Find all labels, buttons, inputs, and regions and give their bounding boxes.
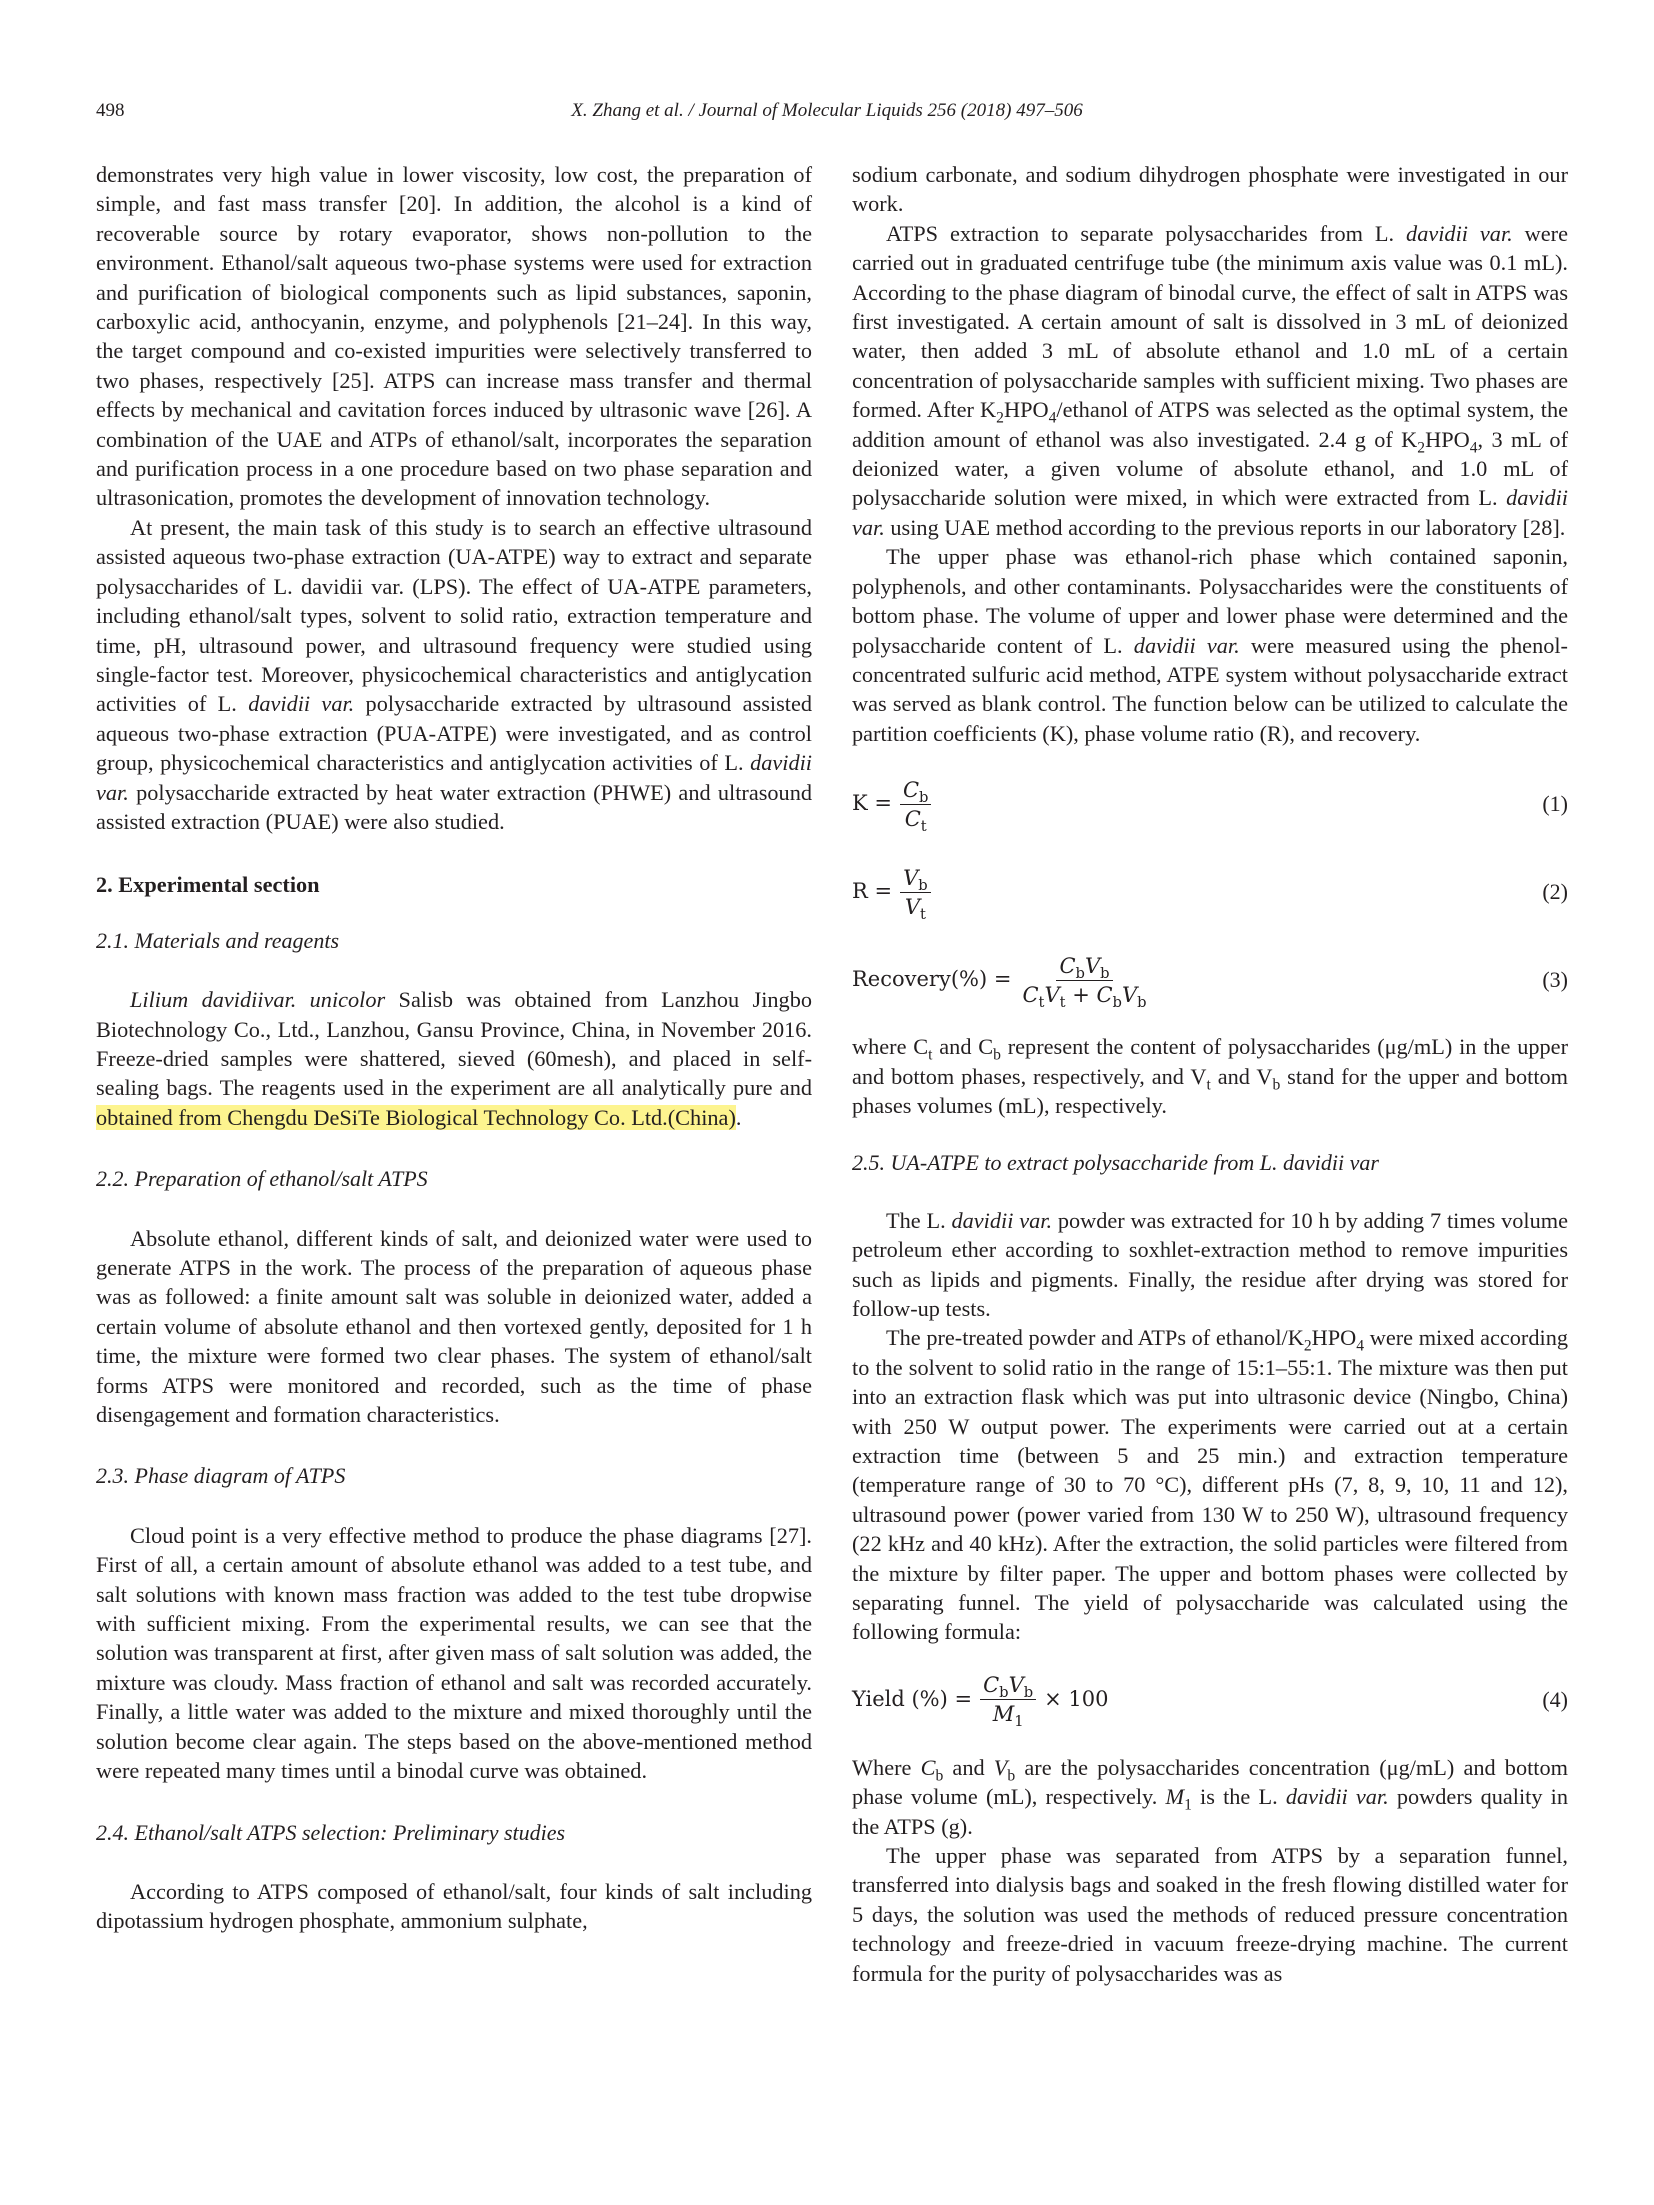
right-column (852, 160, 1568, 1988)
paragraph: Cloud point is a very effective method to produce the phase diagrams [27]. First of all, a certain amount of absolute ethanol was added to a test tube, and salt solutions with known mass fraction was added to the test tube dropwise with sufficient mixing. From the experimental results, we can see that the solution was transparent at first, after given mass of salt solution was added, the mixture was cloudy. Mass fraction of ethanol and salt was recorded accurately. Finally, a little water was added to the mixture and mixed thoroughly until the solution become clear again. The steps based on the above-mentioned method were repeated many times until a binodal curve was obtained. (96, 1522, 812, 1784)
equation-number: (2) (1542, 879, 1568, 905)
equation-3: Recovery(%) = $C_bV_b$ $C_tV_t + C_bV_b$ (3) (852, 953, 1568, 1011)
subsection-heading: 2.3. Phase diagram of ATPS (96, 1463, 346, 1489)
subsection-heading: 2.4. Ethanol/salt ATPS selection: Preliminary studies (96, 1819, 566, 1845)
paragraph: where $C_t$ and $C_b$ represent the content of polysaccharides (μg/mL) in the upper and bottom phases, respectively, and $V_t$ and $V_b$ stand for the upper and bottom phases volumes (mL), respectively. (852, 1034, 1569, 1118)
equation-1: K = $\frac{C_b}{C_t}$ (1) (852, 777, 1568, 835)
subsection-heading: 2.2. Preparation of ethanol/salt ATPS (96, 1166, 428, 1192)
equation-number: (1) (1542, 791, 1568, 817)
page-number: 498 (96, 100, 125, 121)
equation-number: (3) (1542, 967, 1568, 993)
left-column (96, 160, 812, 1936)
paragraph: At present, the main task of this study is to search an effective ultrasound assisted aqueous two-phase extraction (UA-ATPE) way to extract and separate polysaccharides of L. davidii var. (LPS). The effect of UA-ATPE parameters, including ethanol/salt types, solvent to solid ratio, extraction temperature and time, pH, ultrasound power, and ultrasound frequency were studied using single-factor test. Moreover, physicochemical characteristics and antiglycation activities of L. davidii var. polysaccharide extracted by ultrasound assisted aqueous two-phase extraction (PUA-ATPE) were investigated, and as control group, physicochemical characteristics and antiglycation activities of L. davidii var. polysaccharide extracted by heat water extraction (PHWE) and ultrasound assisted extraction (PUAE) were also studied. (96, 514, 812, 834)
paragraph: Absolute ethanol, different kinds of salt, and deionized water were used to generate ATPS in the work. The process of the preparation of aqueous phase was as followed: a finite amount salt was soluble in deionized water, added a certain volume of absolute ethanol and then vortexed gently, deposited for 1 h time, the mixture were formed two clear phases. The system of ethanol/salt forms ATPS were monitored and recorded, such as the time of phase disengagement and formation characteristics. (96, 1225, 812, 1428)
paragraph: ATPS extraction to separate polysaccharides from L. davidii var. were carried out in graduated centrifuge tube (the minimum axis value was 0.1 mL). According to the phase diagram of binodal curve, the effect of salt in ATPS was first investigated. A certain amount of salt is dissolved in 3 mL of deionized water, then added 3 mL of absolute ethanol and 1.0 mL of a certain concentration of polysaccharide samples with sufficient mixing. Two phases are formed. After $K_2HPO_4$/ethanol of ATPS was selected as the optimal system, the addition amount of ethanol was also investigated. 2.4 g of $K_2HPO_4$, 3 mL of deionized water, a given volume of absolute ethanol, and 1.0 mL of polysaccharide solution were mixed, in which were extracted from L. davidii var. using UAE method according to the previous reports in our laboratory [28]. (852, 220, 1569, 540)
equation-number: (4) (1542, 1687, 1568, 1713)
section-heading: 2. Experimental section (96, 872, 320, 898)
highlighted-text: obtained from Chengdu DeSiTe Biological Technology Co. Ltd.(China) (96, 1104, 736, 1130)
equation-4: Yield (%) = $C_bV_b$ $M_1$ × 100 (4) (852, 1673, 1568, 1731)
paragraph: According to ATPS composed of ethanol/salt, four kinds of salt including dipotassium hydrogen phosphate, ammonium sulphate, (96, 1878, 812, 1934)
paragraph: The upper phase was separated from ATPS by a separation funnel, transferred into dialysis bags and soaked in the fresh flowing distilled water for 5 days, the solution was used the methods of reduced pressure concentration technology and freeze-dried in vacuum freeze-drying machine. The current formula for the purity of polysaccharides was as (852, 1843, 1568, 1986)
paragraph: sodium carbonate, and sodium dihydrogen phosphate were investigated in our work. (852, 162, 1568, 217)
paragraph: Where $C_b$ and $V_b$ are the polysaccharides concentration (μg/mL) and bottom phase volume (mL), respectively. $M_1$ is the L. davidii var. powders quality in the ATPS (g). (852, 1754, 1568, 1839)
paragraph: Lilium davidiivar. unicolor Salisb was obtained from Lanzhou Jingbo Biotechnology Co., Ltd., Lanzhou, Gansu Province, China, in November 2016. Freeze-dried samples were shattered, sieved (60mesh), and placed in self-sealing bags. The reagents used in the experiment are all analytically pure and obtained from Chengdu DeSiTe Biological Technology Co. Ltd.(China). (96, 987, 812, 1130)
running-head: X. Zhang et al. / Journal of Molecular Liquids 256 (2018) 497–506 (571, 100, 1083, 121)
equation-2: R = $\frac{V_b}{V_t}$ (2) (852, 865, 1568, 923)
paragraph: demonstrates very high value in lower viscosity, low cost, the preparation of simple, and fast mass transfer [20]. In addition, the alcohol is a kind of recoverable source by rotary evaporator, shows non-pollution to the environment. Ethanol/salt aqueous two-phase systems were used for extraction and purification of biological components such as lipid substances, saponin, carboxylic acid, anthocyanin, enzyme, and polyphenols [21–24]. In this way, the target compound and co-existed impurities were selectively transferred to two phases, respectively [25]. ATPS can increase mass transfer and thermal effects by mechanical and cavitation forces induced by ultrasonic wave [26]. A combination of the UAE and ATPs of ethanol/salt, incorporates the separation and purification process in a one procedure based on two phase separation and ultrasonication, promotes the development of innovation technology. (96, 162, 812, 511)
subsection-heading: 2.1. Materials and reagents (96, 927, 339, 953)
paragraph: The L. davidii var. powder was extracted for 10 h by adding 7 times volume petroleum ether according to soxhlet-extraction method to remove impurities such as lipids and pigments. Finally, the residue after drying was stored for follow-up tests. (852, 1207, 1568, 1321)
paragraph: The upper phase was ethanol-rich phase which contained saponin, polyphenols, and other contaminants. Polysaccharides were the constituents of bottom phase. The volume of upper and lower phase were determined and the polysaccharide content of L. davidii var. were measured using the phenol-concentrated sulfuric acid method, ATPE system without polysaccharide extract was served as blank control. The function below can be utilized to calculate the partition coefficients (K), phase volume ratio (R), and recovery. (852, 544, 1568, 746)
subsection-heading: 2.5. UA-ATPE to extract polysaccharide from L. davidii var (852, 1150, 1379, 1176)
paragraph: The pre-treated powder and ATPs of ethanol/$K_2HPO_4$ were mixed according to the solvent to solid ratio in the range of 15:1–55:1. The mixture was then put into an extraction flask which was put into ultrasonic device (Ningbo, China) with 250 W output power. The experiments were carried out at a certain extraction time (between 5 and 25 min.) and extraction temperature (temperature range of 30 to 70 °C), different pHs (7, 8, 9, 10, 11 and 12), ultrasound power (power varied from 130 W to 250 W), ultrasound frequency (22 kHz and 40 kHz). After the extraction, the solid particles were filtered from the mixture by filter paper. The upper and bottom phases were collected by separating funnel. The yield of polysaccharide was calculated using the following formula: (852, 1325, 1568, 1645)
